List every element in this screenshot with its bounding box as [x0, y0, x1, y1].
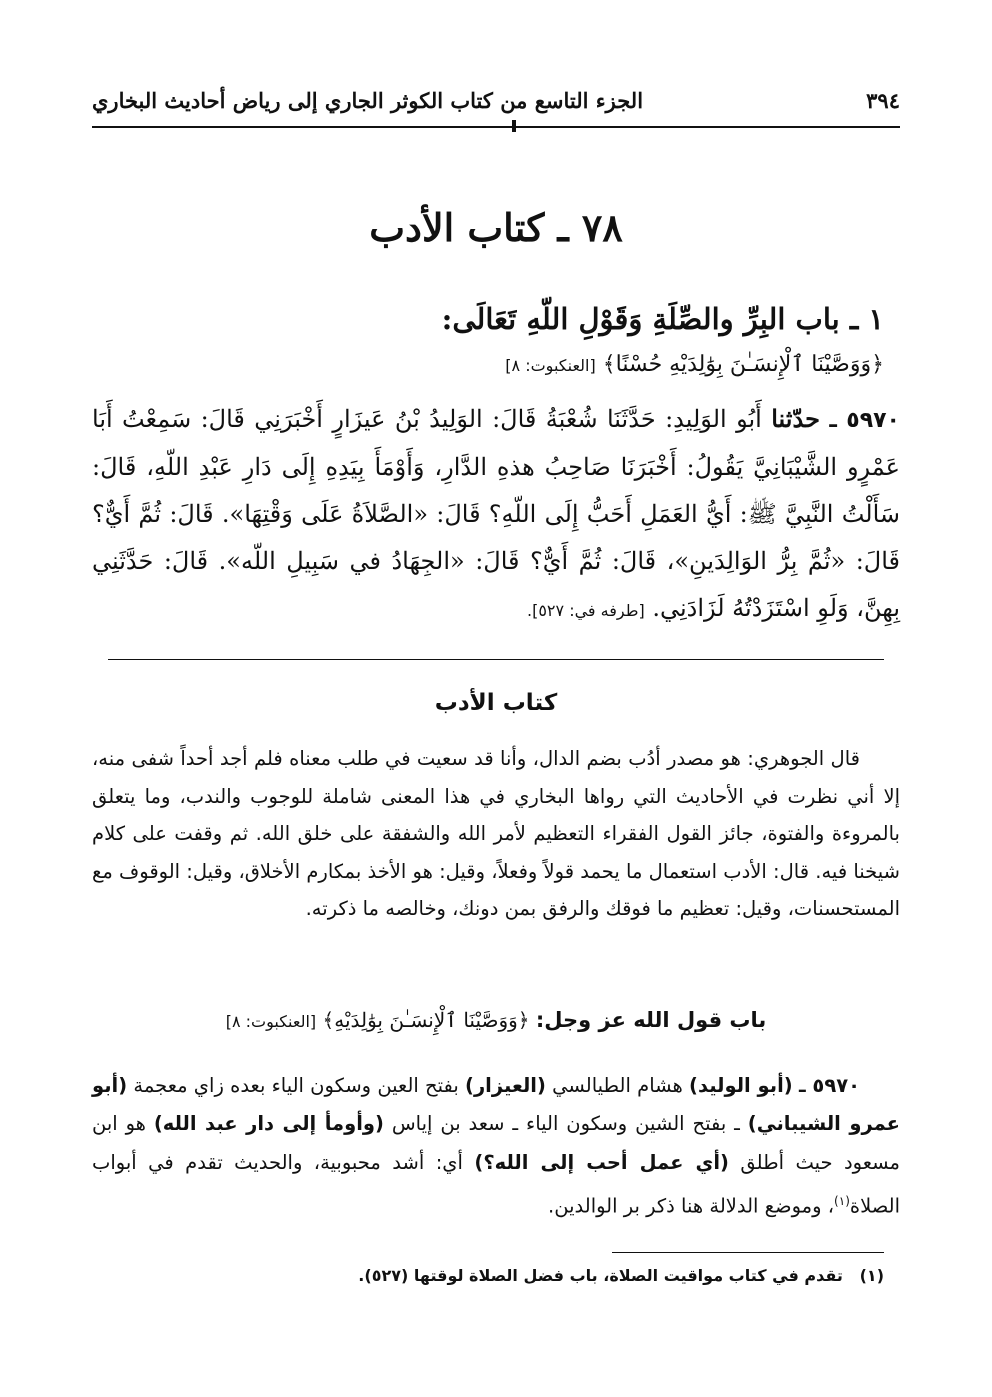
commentary-term: (أي عمل أحب إلى الله؟) [474, 1150, 729, 1174]
footnote [92, 1266, 884, 1285]
footnote-number: (١) [859, 1266, 884, 1285]
footnote-text: تقدم في كتاب مواقيت الصلاة، باب فضل الصلاة لوقتها (٥٢٧). [358, 1266, 843, 1285]
commentary-bab-verse: ﴿وَوَصَّيْنَا ٱلْإِنسَـٰنَ بِوَٰلِدَيْهِ﴾ [322, 1008, 530, 1032]
commentary-bab-label: باب قول الله عز وجل: [535, 1008, 767, 1032]
commentary-term: (أبو الوليد) [689, 1074, 793, 1097]
commentary-text: بفتح العين وسكون الياء بعده زاي معجمة [133, 1074, 459, 1097]
commentary-text: ، وموضع الدلالة هنا ذكر بر الوالدين. [548, 1194, 835, 1218]
footnote-marker[interactable]: (١) [834, 1194, 850, 1209]
chapter-title: ٧٨ ـ كتاب الأدب [369, 205, 623, 250]
commentary-text: ـ بفتح الشين وسكون الياء ـ سعد بن إياس [391, 1112, 740, 1136]
hadith-tarf: [طرفه في: ٥٢٧]. [527, 601, 645, 620]
book-title: الجزء التاسع من كتاب الكوثر الجاري إلى رياض أحاديث البخاري [92, 87, 644, 113]
commentary-text: هو ابن مسعود حيث أطلق [92, 1112, 900, 1174]
commentary-term: (العيزار) [465, 1074, 546, 1097]
commentary-bab-heading [92, 1008, 900, 1032]
hadith-body: أَبُو الوَلِيدِ: حَدَّثَنَا شُعْبَةُ قَالَ: الوَلِيدُ بْنُ عَيزَارٍ أَخْبَرَنِي قَالَ: سَمِعْتُ أَبَا عَمْرٍو الشَّيْبَانِيَّ يَقُولُ: أَخْبَرَنَا صَاحِبُ هذهِ الدَّارِ، وَأَوْمَأَ بِيَدِهِ إِلَى دَارِ عَبْدِ اللّهِ، قَالَ: سَأَلْتُ النَّبِيَّ ﷺ: أَيُّ العَمَلِ أَحَبُّ إِلَى اللّهِ؟ قَالَ: «الصَّلاَةُ عَلَى وَقْتِهَا». قَالَ: ثُمَّ أَيٌّ؟ قَالَ: «ثُمَّ بِرُّ الوَالِدَينِ»، قَالَ: ثُمَّ أَيٌّ؟ قَالَ: «الجِهَادُ في سَبِيلِ اللّه». قَالَ: حَدَّثَنِي بِهِنَّ، وَلَوِ اسْتَزَدْتُهُ لَزَادَنِي. [92, 405, 900, 622]
commentary-term: (أبو عمرو الشيباني) [92, 1074, 900, 1136]
running-header [92, 80, 900, 120]
header-rule-mark [512, 120, 516, 132]
commentary-paragraph-1: قال الجوهري: هو مصدر أدُب بضم الدال، وأنا قد سعيت في طلب معناه فلم أجد أحداً شفى منه، إلا أني نظرت في الأحاديث التي رواها البخاري في هذا المعنى شاملة للوجوب والندب، وما يتعلق بالمروءة والفتوة، جائز القول الفقراء التعظيم لأمر الله والشفقة على خلق الله. ثم وقفت على كلام شيخنا فيه. قال: الأدب استعمال ما يحمد قولاً وفعلاً، وقيل: هو الأخذ بمكارم الأخلاق، وقيل: الوقوف مع المستحسنات، وقيل: تعظيم ما فوقك والرفق بمن دونك، وخالصه ما ذكرته. [92, 747, 900, 921]
commentary-title: كتاب الأدب [434, 690, 558, 716]
hadith-number: ٥٩٧٠ ـ [829, 408, 900, 433]
commentary-term: (وأومأ إلى دار عبد الله) [153, 1112, 384, 1136]
commentary-hadith-number: ٥٩٧٠ ـ [798, 1074, 861, 1097]
bab-title: ١ ـ باب البِرِّ والصِّلَةِ وَقَوْلِ اللّهِ تَعَالَى: [441, 302, 884, 336]
commentary-text: هشام الطيالسي [552, 1074, 683, 1097]
commentary-text: أي: أشد محبوبية، والحديث تقدم في أبواب الصلاة [92, 1150, 900, 1218]
hadith-haddathana: حدّثنا [771, 404, 820, 433]
quran-verse [92, 352, 884, 377]
verse-reference: [العنكبوت: ٨] [505, 356, 596, 375]
commentary-paragraph-2 [92, 1067, 900, 1226]
page-number: ٣٩٤ [866, 87, 900, 113]
footnote-rule [612, 1252, 884, 1253]
verse-text: ﴿وَوَصَّيْنَا ٱلْإِنسَـٰنَ بِوَٰلِدَيْهِ حُسْنًا﴾ [602, 352, 884, 377]
commentary-bab-reference: [العنكبوت: ٨] [225, 1012, 317, 1031]
section-divider [108, 659, 884, 660]
header-rule [92, 126, 900, 128]
hadith-text [92, 395, 900, 634]
